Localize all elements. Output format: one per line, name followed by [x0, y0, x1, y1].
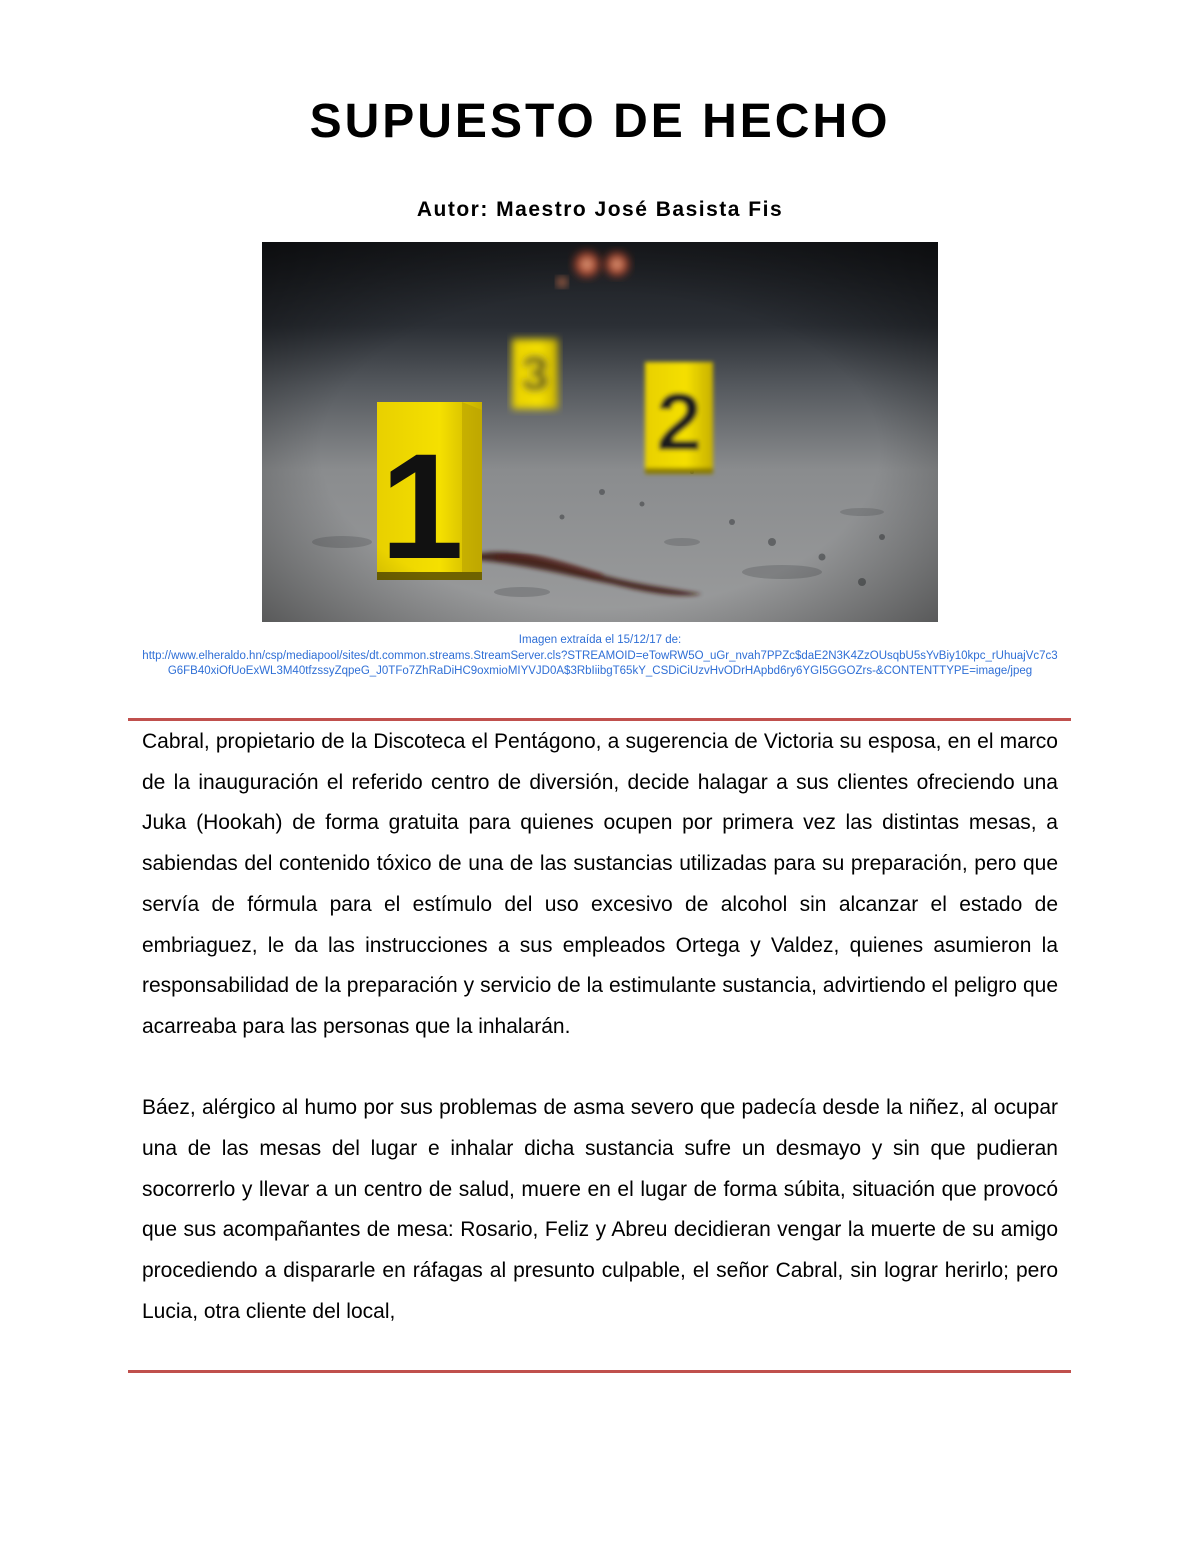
page-title: SUPUESTO DE HECHO — [309, 95, 891, 148]
image-caption — [120, 633, 1080, 680]
caption-source-label: Imagen extraída el 15/12/17 de: — [518, 634, 682, 646]
author-line: Autor: Maestro José Basista Fis — [416, 198, 784, 221]
paragraph-2: Báez, alérgico al humo por sus problemas de asma severo que padecía desde la niñez, al ocupar una de las mesas del lugar e inhalar dicha sustancia sufre un desmayo y sin que pudieran socorrerlo y llevar a un centro de salud, muere en el lugar de forma súbita, situación que provocó que sus acompañantes de mesa: Rosario, Feliz y Abreu decidieran vengar la muerte de su amigo procediendo a dispararle en ráfagas al presunto culpable, el señor Cabral, sin lograr herirlo; pero Lucia, otra cliente del local, — [142, 1096, 1058, 1323]
caption-source-link[interactable]: http://www.elheraldo.hn/csp/mediapool/sites/dt.common.streams.StreamServer.cls?STREAMOID=eTowRW5O_uGr_nvah7PPZc$daE2N3K4ZzOUsqbU5sYvBiy10kpc_rUhuajVc7c3G6FB40xiOfUoExWL3M40tfzssyZqpeG_J0TFo7ZhRaDiHC9oxmioMIYVJD0A$3RbIiibgT65kY_CSDiCiUzvHvODrHApbd6ry6YGI5GGOZrs-&CONTENTTYPE=image/jpeg — [142, 649, 1058, 677]
bottom-divider — [128, 1370, 1071, 1373]
body-text — [142, 722, 1058, 1333]
crime-scene-photo — [262, 242, 938, 622]
top-divider — [128, 718, 1071, 721]
paragraph-1: Cabral, propietario de la Discoteca el Pentágono, a sugerencia de Victoria su esposa, en el marco de la inauguración el referido centro de diversión, decide halagar a sus clientes ofreciendo una Juka (Hookah) de forma gratuita para quienes ocupen por primera vez las distintas mesas, a sabiendas del contenido tóxico de una de las sustancias utilizadas para su preparación, pero que servía de fórmula para el estímulo del uso excesivo de alcohol sin alcanzar el estado de embriaguez, le da las instrucciones a sus empleados Ortega y Valdez, quienes asumieron la responsabilidad de la preparación y servicio de la estimulante sustancia, advirtiendo el peligro que acarreaba para las personas que la inhalarán. — [142, 730, 1058, 1038]
